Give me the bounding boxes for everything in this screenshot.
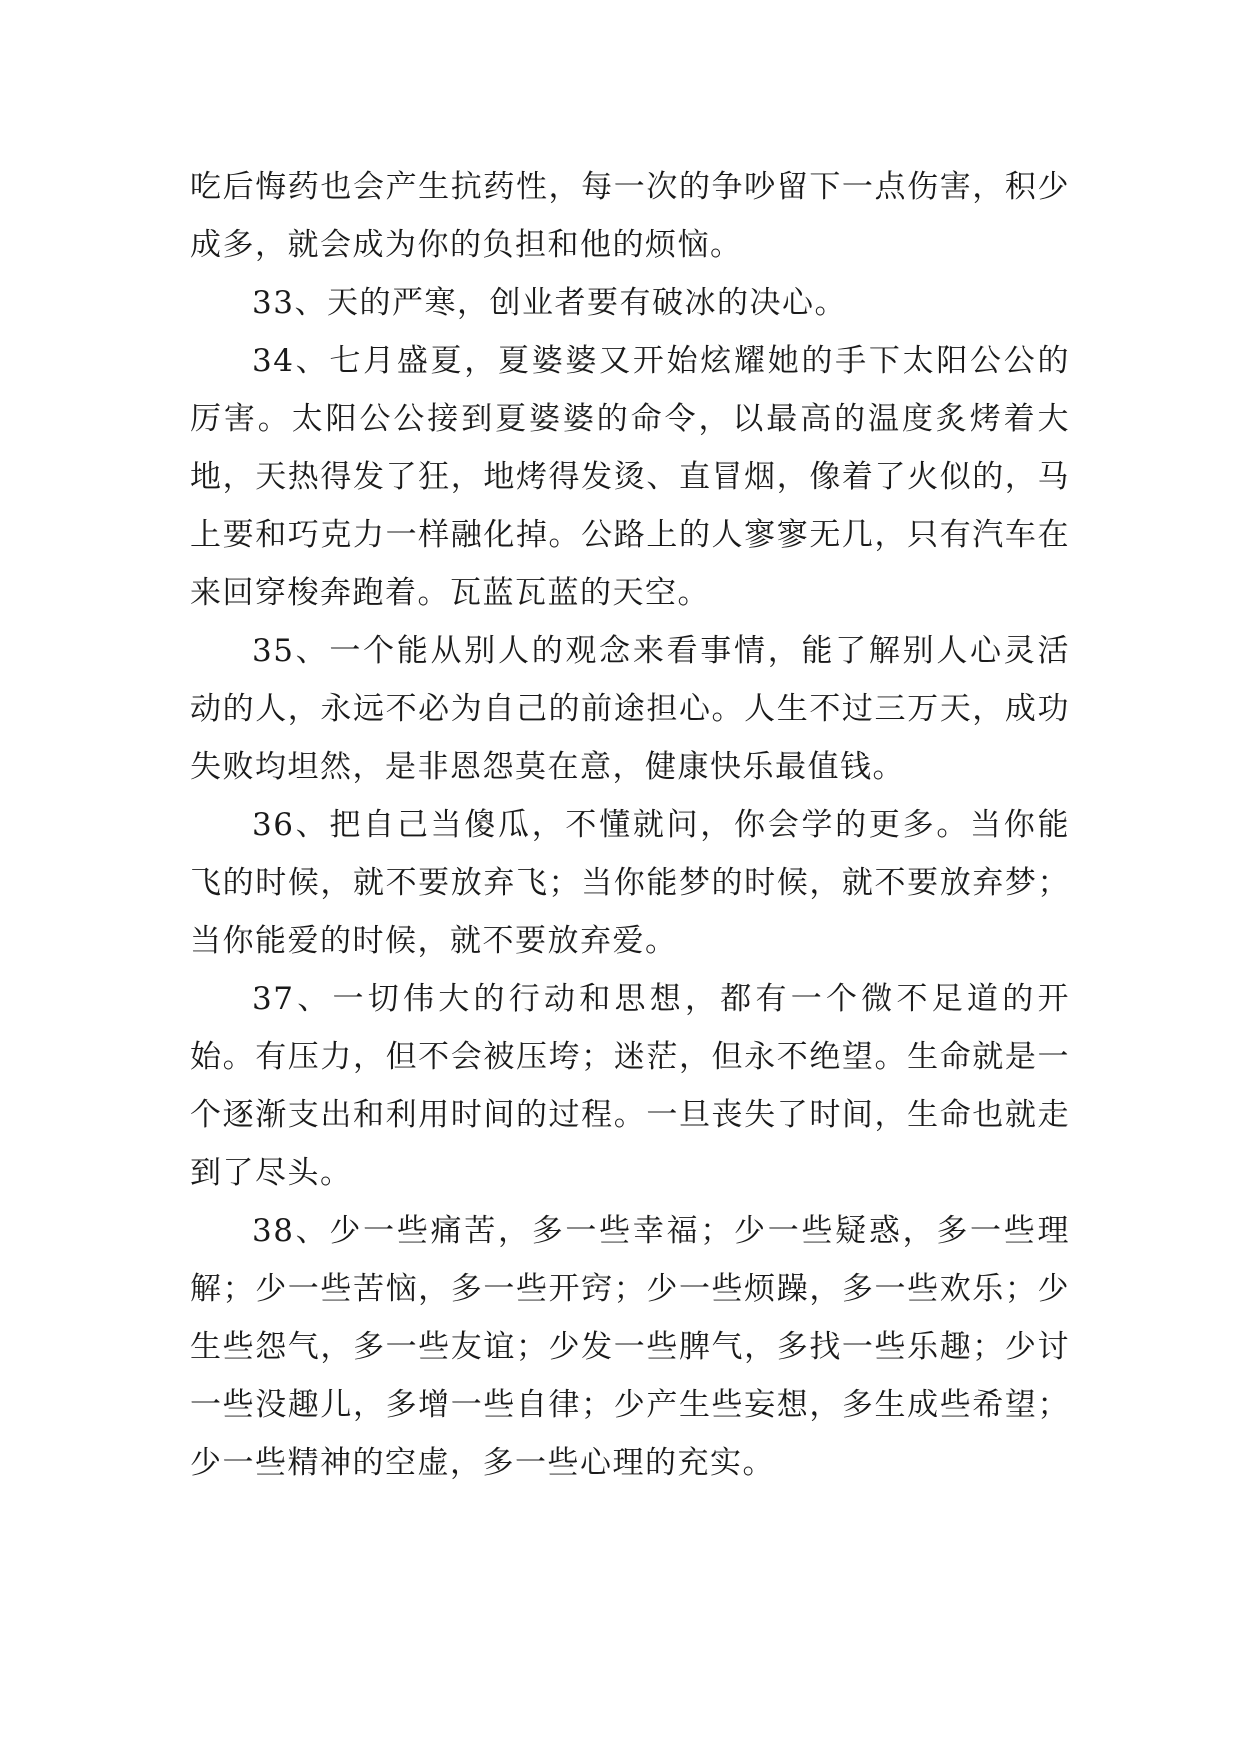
paragraph-37: 37、一切伟大的行动和思想，都有一个微不足道的开始。有压力，但不会被压垮；迷茫，但永不绝望。生命就是一个逐渐支出和利用时间的过程。一旦丧失了时间，生命也就走到了尽头。 bbox=[190, 981, 1070, 1191]
paragraph-34: 34、七月盛夏，夏婆婆又开始炫耀她的手下太阳公公的厉害。太阳公公接到夏婆婆的命令，以最高的温度炙烤着大地，天热得发了狂，地烤得发烫、直冒烟，像着了火似的，马上要和巧克力一样融化掉。公路上的人寥寥无几，只有汽车在来回穿梭奔跑着。瓦蓝瓦蓝的天空。 bbox=[190, 343, 1070, 611]
paragraph-38: 38、少一些痛苦，多一些幸福；少一些疑惑，多一些理解；少一些苦恼，多一些开窍；少一些烦躁，多一些欢乐；少生些怨气，多一些友谊；少发一些脾气，多找一些乐趣；少讨一些没趣儿，多增一些自律；少产生些妄想，多生成些希望；少一些精神的空虚，多一些心理的充实。 bbox=[190, 1213, 1070, 1481]
paragraph-35: 35、一个能从别人的观念来看事情，能了解别人心灵活动的人，永远不必为自己的前途担心。人生不过三万天，成功失败均坦然，是非恩怨莫在意，健康快乐最值钱。 bbox=[190, 633, 1070, 785]
paragraph-continuation: 吃后悔药也会产生抗药性，每一次的争吵留下一点伤害，积少成多，就会成为你的负担和他的烦恼。 bbox=[190, 169, 1070, 263]
paragraph-33: 33、天的严寒，创业者要有破冰的决心。 bbox=[252, 285, 847, 321]
paragraph-36: 36、把自己当傻瓜，不懂就问，你会学的更多。当你能飞的时候，就不要放弃飞；当你能梦的时候，就不要放弃梦；当你能爱的时候，就不要放弃爱。 bbox=[190, 807, 1070, 959]
document-body bbox=[190, 158, 1070, 1492]
